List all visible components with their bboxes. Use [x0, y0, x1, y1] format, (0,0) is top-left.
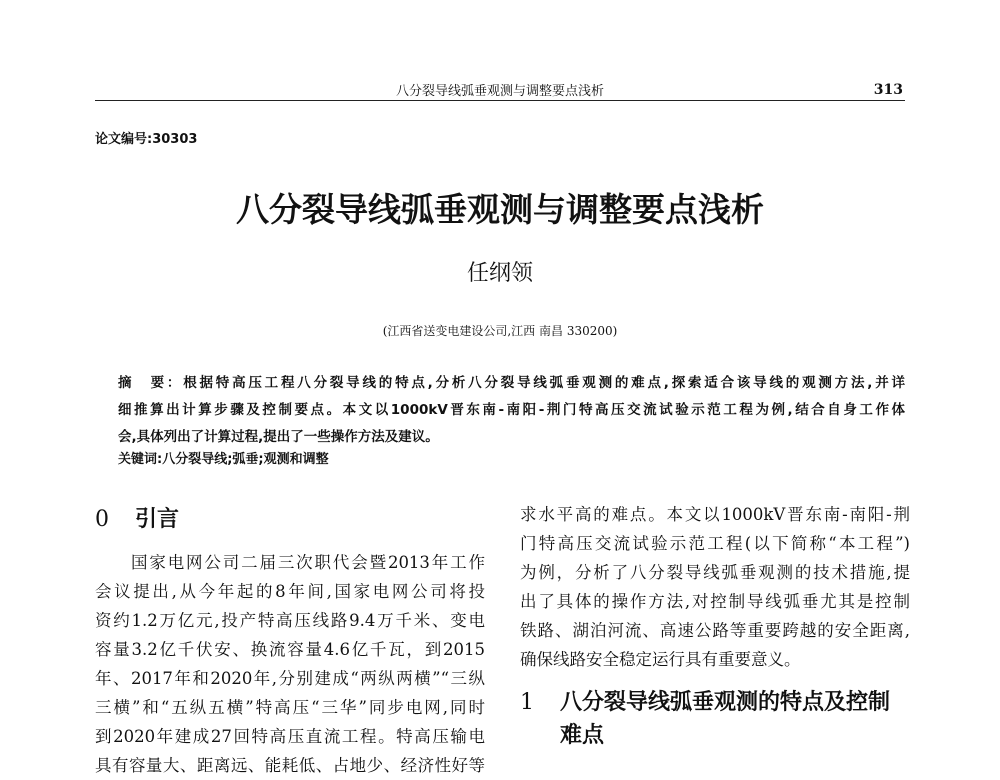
- section-number: 0: [95, 507, 109, 532]
- body-line: 为例，分析了八分裂导线弧垂观测的技术措施,提: [520, 563, 910, 582]
- body-line: 容量3.2亿千伏安、换流容量4.6亿千瓦，到2015: [95, 640, 485, 659]
- keywords: 关键词:八分裂导线;弧垂;观测和调整: [118, 452, 329, 467]
- running-header: [95, 78, 905, 101]
- section-title-line2: 难点: [560, 723, 605, 748]
- body-line: 年、2017年和2020年,分别建成“两纵两横”“三纵: [95, 669, 485, 688]
- body-line: 三横”和“五纵五横”特高压“三华”同步电网,同时: [95, 698, 485, 717]
- body-line: 会议提出,从今年起的8年间,国家电网公司将投: [95, 582, 485, 601]
- body-line: 到2020年建成27回特高压直流工程。特高压输电: [95, 727, 485, 746]
- right-column: [520, 500, 910, 674]
- paper-id: 论文编号:30303: [95, 132, 198, 147]
- left-column: [95, 548, 485, 780]
- section-heading-0: [95, 502, 179, 533]
- affiliation: (江西省送变电建设公司,江西 南昌 330200): [382, 324, 618, 338]
- section-heading-1: [520, 686, 890, 752]
- abstract-line: 细推算出计算步骤及控制要点。本文以1000kV晋东南-南阳-荆门特高压交流试验示范工程为例,结合自身工作体: [118, 402, 905, 418]
- running-title: 八分裂导线弧垂观测与调整要点浅析: [395, 84, 604, 99]
- body-line: 门特高压交流试验示范工程(以下简称“本工程”): [520, 534, 910, 553]
- body-line: 出了具体的操作方法,对控制导线弧垂尤其是控制: [520, 592, 910, 611]
- body-line: 确保线路安全稳定运行具有重要意义。: [520, 650, 801, 669]
- abstract-line: 摘 要：根据特高压工程八分裂导线的特点,分析八分裂导线弧垂观测的难点,探索适合该导线的观测方法,并详: [118, 375, 905, 391]
- abstract: [118, 370, 905, 451]
- section-title: 引言: [135, 507, 180, 532]
- section-number: 1: [520, 690, 534, 715]
- body-line: 国家电网公司二届三次职代会暨2013年工作: [131, 553, 485, 572]
- abstract-line: 会,具体列出了计算过程,提出了一些操作方法及建议。: [118, 429, 439, 445]
- paper-title: 八分裂导线弧垂观测与调整要点浅析: [236, 190, 764, 229]
- body-line: 资约1.2万亿元,投产特高压线路9.4万千米、变电: [95, 611, 485, 630]
- body-line: 具有容量大、距离远、能耗低、占地少、经济性好等: [95, 756, 485, 775]
- body-line: 求水平高的难点。本文以1000kV晋东南-南阳-荆: [520, 505, 910, 524]
- author: 任纲领: [466, 261, 533, 286]
- section-title-line1: 八分裂导线弧垂观测的特点及控制: [560, 690, 891, 715]
- page-number: 313: [873, 82, 903, 98]
- body-line: 铁路、湖泊河流、高速公路等重要跨越的安全距离,: [520, 621, 910, 640]
